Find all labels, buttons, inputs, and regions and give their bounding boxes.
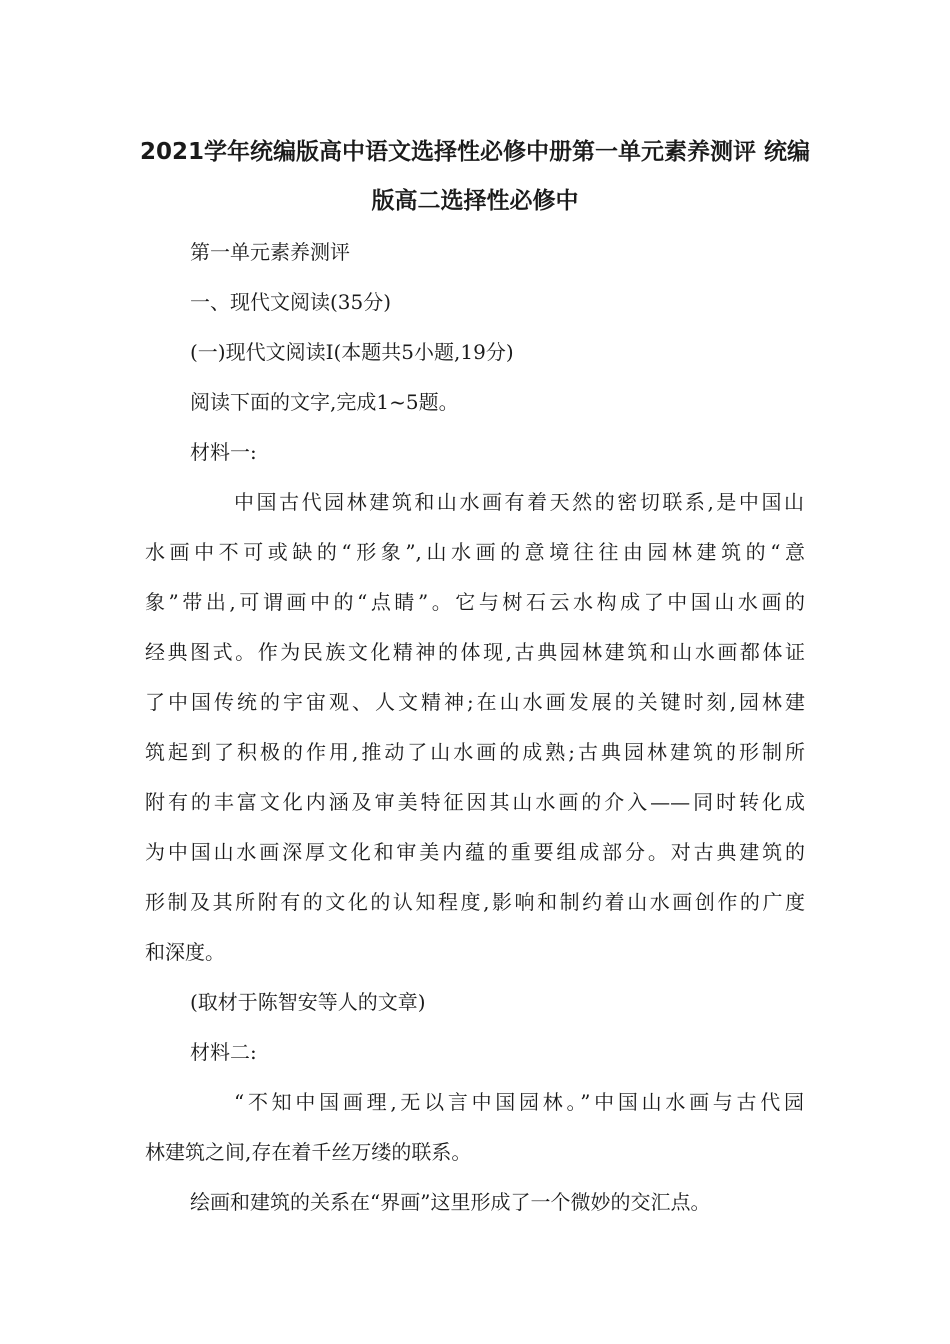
reading-instruction: 阅读下面的文字,完成1~5题。	[190, 390, 459, 414]
material-1-line: 为中国山水画深厚文化和审美内蕴的重要组成部分。对古典建筑的	[145, 840, 805, 864]
material-2-paragraph: 绘画和建筑的关系在“界画”这里形成了一个微妙的交汇点。	[190, 1190, 711, 1214]
unit-heading: 第一单元素养测评	[190, 240, 350, 264]
material-1-line: 形制及其所附有的文化的认知程度,影响和制约着山水画创作的广度	[145, 890, 805, 914]
material-1-line: 水画中不可或缺的“形象”,山水画的意境往往由园林建筑的“意	[145, 540, 805, 564]
material-1-line: 附有的丰富文化内涵及审美特征因其山水画的介入——同时转化成	[145, 790, 805, 814]
material-1-line: 了中国传统的宇宙观、人文精神;在山水画发展的关键时刻,园林建	[145, 690, 805, 714]
material-1-line: 和深度。	[145, 940, 225, 964]
material-2-line: “不知中国画理,无以言中国园林。”中国山水画与古代园	[234, 1090, 804, 1114]
material-1-line: 中国古代园林建筑和山水画有着天然的密切联系,是中国山	[234, 490, 804, 514]
document-title-line-2: 版高二选择性必修中	[371, 188, 579, 214]
subsection-heading: (一)现代文阅读Ⅰ(本题共5小题,19分)	[190, 340, 514, 364]
section-heading: 一、现代文阅读(35分)	[190, 290, 392, 314]
material-1-line: 筑起到了积极的作用,推动了山水画的成熟;古典园林建筑的形制所	[145, 740, 805, 764]
material-2-line: 林建筑之间,存在着千丝万缕的联系。	[145, 1140, 472, 1164]
material-1-line: 经典图式。作为民族文化精神的体现,古典园林建筑和山水画都体证	[145, 640, 805, 664]
material-1-source: (取材于陈智安等人的文章)	[190, 990, 426, 1014]
material-2-label: 材料二:	[190, 1040, 257, 1064]
material-1-line: 象”带出,可谓画中的“点睛”。它与树石云水构成了中国山水画的	[145, 590, 805, 614]
material-1-label: 材料一:	[190, 440, 257, 464]
document-title-line-1: 2021学年统编版高中语文选择性必修中册第一单元素养测评 统编	[139, 139, 811, 165]
